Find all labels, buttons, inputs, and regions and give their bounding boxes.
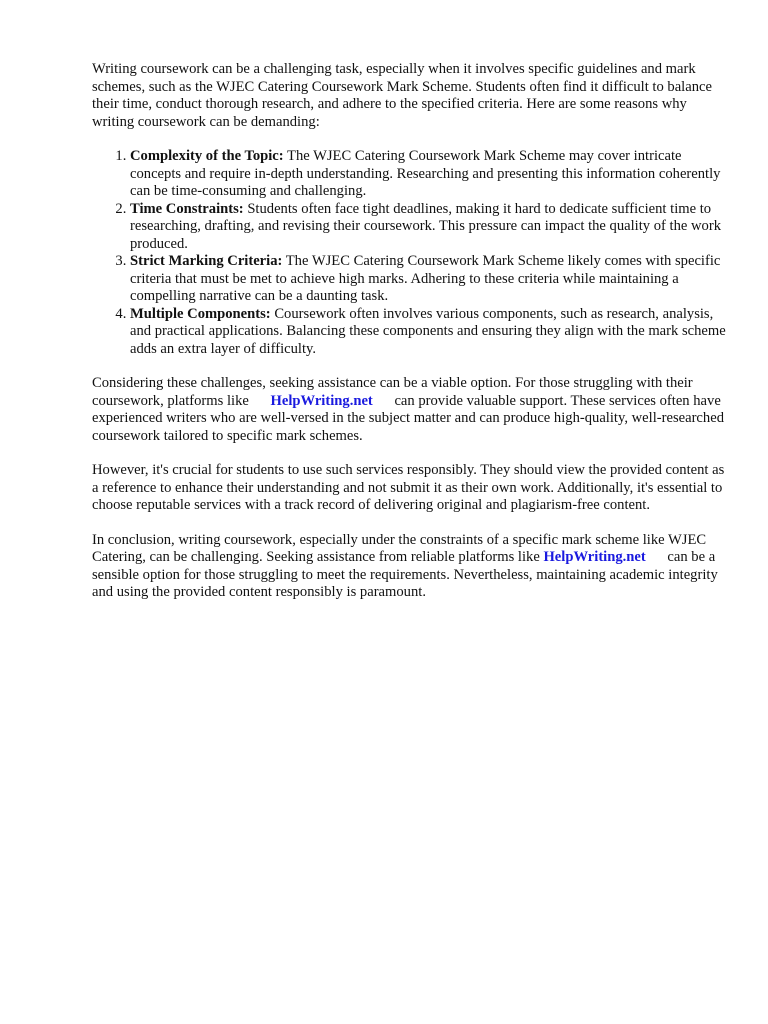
responsibility-paragraph: However, it's crucial for students to use such services responsibly. They should view the provided content as a reference to enhance their understanding and not submit it as their own work. Additionally, it's essential to choose reputable services with a track record of delivering original and plagiarism-free content.: [92, 462, 725, 513]
assistance-paragraph: [92, 375, 726, 445]
reason-title: Multiple Components:: [130, 305, 271, 322]
reason-text: The WJEC Catering Coursework Mark Scheme likely comes with specific criteria that must be met to achieve high marks. Adhering to these criteria while maintaining a compelling narrative can be a daunting task.: [130, 253, 721, 304]
intro-paragraph: Writing coursework can be a challenging task, especially when it involves specific guidelines and mark schemes, such as the WJEC Catering Coursework Mark Scheme. Students often find it difficult to balance their time, conduct thorough research, and adhere to the specified criteria. Here are some reasons why writing coursework can be demanding:: [92, 61, 712, 130]
assistance-text-before: Considering these challenges, seeking assistance can be a viable option. For those struggling with their coursework, platforms like: [92, 375, 693, 409]
reason-title: Complexity of the Topic:: [130, 148, 284, 164]
reason-title: Strict Marking Criteria:: [130, 253, 283, 269]
list-item: [130, 148, 726, 201]
list-item: [130, 253, 726, 306]
helpwriting-link[interactable]: HelpWriting.net: [270, 392, 373, 409]
conclusion-text-after: can be a sensible option for those struggling to meet the requirements. Nevertheless, maintaining academic integrity and using the provided content responsibly is paramount.: [92, 549, 718, 600]
helpwriting-link[interactable]: HelpWriting.net: [543, 549, 646, 565]
list-item: [130, 306, 726, 359]
list-item: [130, 201, 726, 254]
document-page: [92, 61, 726, 619]
reasons-list: [92, 148, 726, 358]
reason-title: Time Constraints:: [130, 200, 244, 217]
conclusion-text-before: In conclusion, writing coursework, especially under the constraints of a specific mark scheme like WJEC Catering, can be challenging. Seeking assistance from reliable platforms like: [92, 531, 707, 565]
reason-text: The WJEC Catering Coursework Mark Scheme may cover intricate concepts and require in-depth understanding. Researching and presenting this information coherently can be time-consuming and challenging.: [130, 148, 721, 199]
reason-text: Students often face tight deadlines, making it hard to dedicate sufficient time to researching, drafting, and revising their coursework. This pressure can impact the quality of the work produced.: [130, 200, 721, 252]
reason-text: Coursework often involves various components, such as research, analysis, and practical applications. Balancing these components and ensuring they align with the mark scheme adds an extra layer of difficulty.: [130, 305, 726, 357]
assistance-text-after: can provide valuable support. These services often have experienced writers who are well-versed in the subject matter and can produce high-quality, well-researched coursework tailored to specific mark schemes.: [92, 392, 724, 444]
conclusion-paragraph: [92, 532, 726, 602]
